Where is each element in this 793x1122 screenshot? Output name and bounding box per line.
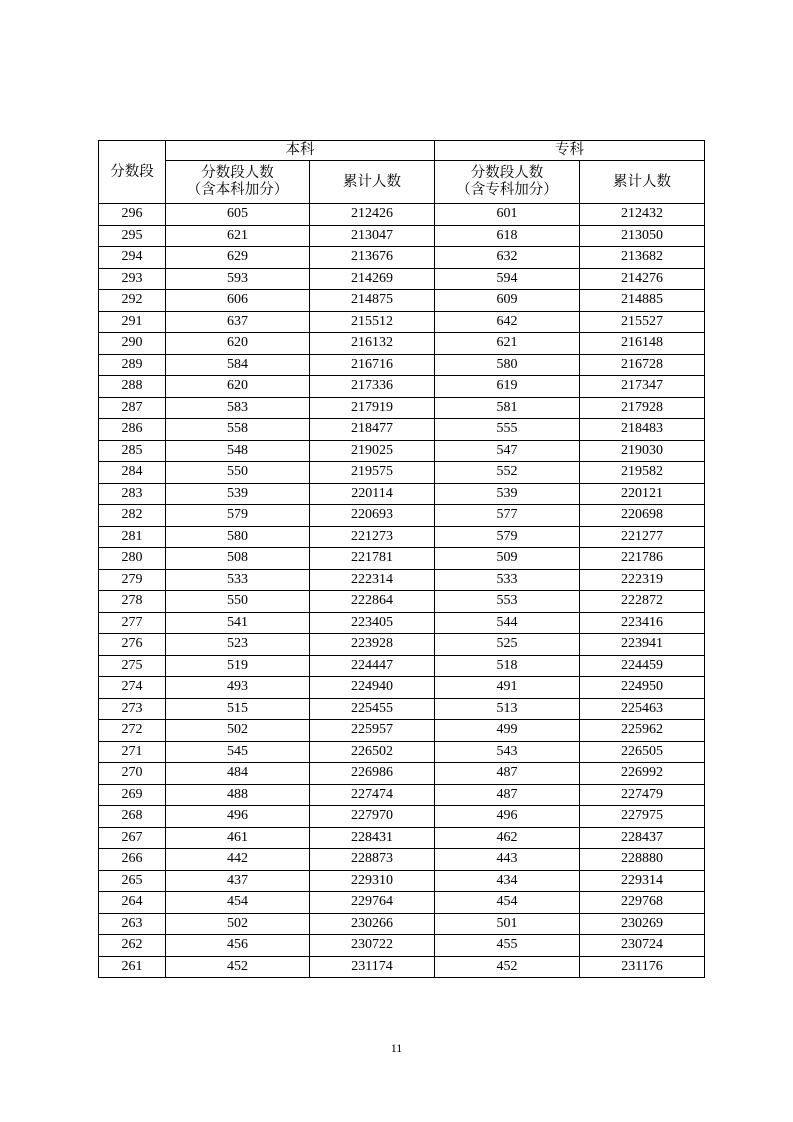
vocational-cumulative-cell: 228880 xyxy=(580,849,705,871)
table-row xyxy=(99,311,705,333)
score-cell: 293 xyxy=(99,268,166,290)
table-row xyxy=(99,204,705,226)
vocational-cumulative-cell: 216148 xyxy=(580,333,705,355)
vocational-count-cell: 547 xyxy=(435,440,580,462)
table-row xyxy=(99,677,705,699)
vocational-cumulative-cell: 227975 xyxy=(580,806,705,828)
vocational-count-cell: 518 xyxy=(435,655,580,677)
table-row xyxy=(99,870,705,892)
undergrad-count-cell: 452 xyxy=(166,956,310,978)
undergrad-count-cell: 488 xyxy=(166,784,310,806)
table-row xyxy=(99,526,705,548)
score-cell: 262 xyxy=(99,935,166,957)
undergrad-count-cell: 558 xyxy=(166,419,310,441)
table-row xyxy=(99,569,705,591)
vocational-count-cell: 552 xyxy=(435,462,580,484)
undergrad-count-cell: 584 xyxy=(166,354,310,376)
table-header xyxy=(99,141,705,204)
vocational-cumulative-cell: 222319 xyxy=(580,569,705,591)
undergrad-count-cell: 456 xyxy=(166,935,310,957)
score-cell: 267 xyxy=(99,827,166,849)
undergrad-cumulative-cell: 228431 xyxy=(310,827,435,849)
vocational-cumulative-header: 累计人数 xyxy=(580,161,705,204)
table-row xyxy=(99,268,705,290)
undergrad-count-cell: 502 xyxy=(166,913,310,935)
score-cell: 282 xyxy=(99,505,166,527)
score-cell: 266 xyxy=(99,849,166,871)
vocational-cumulative-cell: 223416 xyxy=(580,612,705,634)
undergrad-count-cell: 579 xyxy=(166,505,310,527)
undergrad-count-cell: 620 xyxy=(166,333,310,355)
vocational-count-cell: 462 xyxy=(435,827,580,849)
score-cell: 279 xyxy=(99,569,166,591)
vocational-count-cell: 491 xyxy=(435,677,580,699)
table-row xyxy=(99,827,705,849)
vocational-cumulative-cell: 230724 xyxy=(580,935,705,957)
table-row xyxy=(99,591,705,613)
score-cell: 295 xyxy=(99,225,166,247)
table-row xyxy=(99,741,705,763)
undergrad-cumulative-cell: 212426 xyxy=(310,204,435,226)
vocational-count-cell: 555 xyxy=(435,419,580,441)
vocational-count-cell: 594 xyxy=(435,268,580,290)
undergrad-cumulative-cell: 229310 xyxy=(310,870,435,892)
vocational-cumulative-cell: 214885 xyxy=(580,290,705,312)
vocational-count-cell: 533 xyxy=(435,569,580,591)
vocational-cumulative-cell: 214276 xyxy=(580,268,705,290)
vocational-cumulative-cell: 229768 xyxy=(580,892,705,914)
undergrad-cumulative-cell: 217919 xyxy=(310,397,435,419)
vocational-cumulative-cell: 231176 xyxy=(580,956,705,978)
score-cell: 294 xyxy=(99,247,166,269)
undergrad-cumulative-cell: 226502 xyxy=(310,741,435,763)
undergrad-cumulative-cell: 221273 xyxy=(310,526,435,548)
undergrad-count-cell: 493 xyxy=(166,677,310,699)
undergrad-count-cell: 515 xyxy=(166,698,310,720)
undergrad-cumulative-cell: 217336 xyxy=(310,376,435,398)
vocational-count-cell: 544 xyxy=(435,612,580,634)
page-number: 11 xyxy=(390,1041,403,1055)
score-cell: 280 xyxy=(99,548,166,570)
undergrad-count-cell: 548 xyxy=(166,440,310,462)
vocational-count-cell: 632 xyxy=(435,247,580,269)
table-row xyxy=(99,935,705,957)
score-cell: 281 xyxy=(99,526,166,548)
table-row xyxy=(99,698,705,720)
vocational-count-cell: 601 xyxy=(435,204,580,226)
undergrad-cumulative-cell: 230266 xyxy=(310,913,435,935)
vocational-count-header-line1: 分数段人数 xyxy=(470,165,544,182)
table-row xyxy=(99,376,705,398)
undergrad-count-header-line1: 分数段人数 xyxy=(201,165,274,182)
vocational-cumulative-cell: 221277 xyxy=(580,526,705,548)
score-cell: 264 xyxy=(99,892,166,914)
undergrad-cumulative-cell: 227474 xyxy=(310,784,435,806)
score-cell: 269 xyxy=(99,784,166,806)
table-row xyxy=(99,913,705,935)
score-cell: 268 xyxy=(99,806,166,828)
score-cell: 263 xyxy=(99,913,166,935)
undergrad-count-cell: 545 xyxy=(166,741,310,763)
undergrad-count-cell: 621 xyxy=(166,225,310,247)
undergrad-cumulative-cell: 214269 xyxy=(310,268,435,290)
undergrad-count-cell: 606 xyxy=(166,290,310,312)
undergrad-count-cell: 523 xyxy=(166,634,310,656)
undergrad-cumulative-cell: 220114 xyxy=(310,483,435,505)
vocational-cumulative-cell: 223941 xyxy=(580,634,705,656)
undergrad-cumulative-cell: 222314 xyxy=(310,569,435,591)
score-cell: 283 xyxy=(99,483,166,505)
vocational-count-cell: 581 xyxy=(435,397,580,419)
score-cell: 261 xyxy=(99,956,166,978)
undergrad-cumulative-cell: 213047 xyxy=(310,225,435,247)
undergrad-count-cell: 461 xyxy=(166,827,310,849)
table-row xyxy=(99,462,705,484)
undergrad-count-cell: 454 xyxy=(166,892,310,914)
undergrad-count-cell: 539 xyxy=(166,483,310,505)
score-cell: 285 xyxy=(99,440,166,462)
vocational-cumulative-cell: 224459 xyxy=(580,655,705,677)
vocational-count-cell: 496 xyxy=(435,806,580,828)
vocational-cumulative-cell: 212432 xyxy=(580,204,705,226)
vocational-cumulative-cell: 227479 xyxy=(580,784,705,806)
vocational-count-cell: 434 xyxy=(435,870,580,892)
vocational-count-cell: 621 xyxy=(435,333,580,355)
undergrad-count-cell: 637 xyxy=(166,311,310,333)
undergrad-count-cell: 496 xyxy=(166,806,310,828)
vocational-group-header: 专科 xyxy=(435,141,705,161)
score-cell: 278 xyxy=(99,591,166,613)
undergrad-cumulative-cell: 224447 xyxy=(310,655,435,677)
table-row xyxy=(99,634,705,656)
undergrad-count-cell: 502 xyxy=(166,720,310,742)
score-segment-header: 分数段 xyxy=(99,141,166,204)
vocational-cumulative-cell: 219582 xyxy=(580,462,705,484)
vocational-cumulative-cell: 228437 xyxy=(580,827,705,849)
undergrad-cumulative-cell: 223928 xyxy=(310,634,435,656)
vocational-cumulative-cell: 220121 xyxy=(580,483,705,505)
undergrad-count-cell: 605 xyxy=(166,204,310,226)
vocational-count-cell: 580 xyxy=(435,354,580,376)
undergrad-cumulative-cell: 226986 xyxy=(310,763,435,785)
vocational-cumulative-cell: 215527 xyxy=(580,311,705,333)
score-cell: 290 xyxy=(99,333,166,355)
vocational-cumulative-cell: 229314 xyxy=(580,870,705,892)
table-row xyxy=(99,548,705,570)
undergrad-group-header: 本科 xyxy=(166,141,435,161)
vocational-cumulative-cell: 216728 xyxy=(580,354,705,376)
vocational-count-cell: 619 xyxy=(435,376,580,398)
table-row xyxy=(99,440,705,462)
vocational-count-cell: 513 xyxy=(435,698,580,720)
score-cell: 286 xyxy=(99,419,166,441)
vocational-count-cell: 487 xyxy=(435,784,580,806)
vocational-cumulative-cell: 219030 xyxy=(580,440,705,462)
undergrad-cumulative-cell: 228873 xyxy=(310,849,435,871)
table-row xyxy=(99,720,705,742)
vocational-count-cell: 609 xyxy=(435,290,580,312)
undergrad-cumulative-cell: 220693 xyxy=(310,505,435,527)
undergrad-cumulative-cell: 214875 xyxy=(310,290,435,312)
undergrad-cumulative-cell: 222864 xyxy=(310,591,435,613)
table-row xyxy=(99,397,705,419)
table-row xyxy=(99,505,705,527)
table-row xyxy=(99,247,705,269)
vocational-cumulative-cell: 230269 xyxy=(580,913,705,935)
vocational-cumulative-cell: 226505 xyxy=(580,741,705,763)
header-row-1 xyxy=(99,141,705,161)
undergrad-count-cell: 533 xyxy=(166,569,310,591)
vocational-cumulative-cell: 221786 xyxy=(580,548,705,570)
undergrad-cumulative-cell: 218477 xyxy=(310,419,435,441)
score-distribution-table xyxy=(98,140,705,978)
table-row xyxy=(99,892,705,914)
vocational-count-cell: 579 xyxy=(435,526,580,548)
undergrad-count-cell: 541 xyxy=(166,612,310,634)
undergrad-count-cell: 519 xyxy=(166,655,310,677)
undergrad-count-cell: 593 xyxy=(166,268,310,290)
table-row xyxy=(99,612,705,634)
undergrad-count-cell: 437 xyxy=(166,870,310,892)
score-cell: 291 xyxy=(99,311,166,333)
table-row xyxy=(99,784,705,806)
score-cell: 277 xyxy=(99,612,166,634)
table-row xyxy=(99,655,705,677)
vocational-count-cell: 553 xyxy=(435,591,580,613)
table-body xyxy=(99,204,705,978)
undergrad-count-cell: 550 xyxy=(166,591,310,613)
vocational-count-cell: 525 xyxy=(435,634,580,656)
undergrad-count-header xyxy=(166,161,310,204)
vocational-count-cell: 454 xyxy=(435,892,580,914)
table-row xyxy=(99,225,705,247)
score-cell: 296 xyxy=(99,204,166,226)
vocational-cumulative-cell: 225463 xyxy=(580,698,705,720)
undergrad-count-cell: 620 xyxy=(166,376,310,398)
vocational-count-cell: 455 xyxy=(435,935,580,957)
table-row xyxy=(99,763,705,785)
undergrad-count-cell: 550 xyxy=(166,462,310,484)
undergrad-cumulative-cell: 216132 xyxy=(310,333,435,355)
undergrad-cumulative-cell: 225455 xyxy=(310,698,435,720)
vocational-count-cell: 618 xyxy=(435,225,580,247)
undergrad-count-cell: 583 xyxy=(166,397,310,419)
table-row xyxy=(99,849,705,871)
table-row xyxy=(99,354,705,376)
score-cell: 288 xyxy=(99,376,166,398)
undergrad-cumulative-cell: 230722 xyxy=(310,935,435,957)
undergrad-count-cell: 484 xyxy=(166,763,310,785)
undergrad-cumulative-cell: 219025 xyxy=(310,440,435,462)
table-row xyxy=(99,956,705,978)
undergrad-count-cell: 629 xyxy=(166,247,310,269)
score-cell: 284 xyxy=(99,462,166,484)
table-row xyxy=(99,806,705,828)
vocational-cumulative-cell: 222872 xyxy=(580,591,705,613)
undergrad-count-cell: 442 xyxy=(166,849,310,871)
vocational-count-cell: 452 xyxy=(435,956,580,978)
table-row xyxy=(99,419,705,441)
vocational-count-cell: 487 xyxy=(435,763,580,785)
vocational-cumulative-cell: 224950 xyxy=(580,677,705,699)
undergrad-cumulative-cell: 225957 xyxy=(310,720,435,742)
score-cell: 292 xyxy=(99,290,166,312)
score-cell: 275 xyxy=(99,655,166,677)
vocational-cumulative-cell: 218483 xyxy=(580,419,705,441)
vocational-count-cell: 499 xyxy=(435,720,580,742)
score-cell: 274 xyxy=(99,677,166,699)
vocational-cumulative-cell: 213682 xyxy=(580,247,705,269)
undergrad-cumulative-cell: 229764 xyxy=(310,892,435,914)
vocational-count-cell: 543 xyxy=(435,741,580,763)
undergrad-count-header-line2: （含本科加分） xyxy=(186,182,289,198)
undergrad-cumulative-header: 累计人数 xyxy=(310,161,435,204)
vocational-cumulative-cell: 226992 xyxy=(580,763,705,785)
vocational-count-cell: 539 xyxy=(435,483,580,505)
vocational-count-cell: 509 xyxy=(435,548,580,570)
table-row xyxy=(99,290,705,312)
score-cell: 271 xyxy=(99,741,166,763)
score-cell: 276 xyxy=(99,634,166,656)
undergrad-cumulative-cell: 215512 xyxy=(310,311,435,333)
vocational-count-cell: 443 xyxy=(435,849,580,871)
vocational-count-header xyxy=(435,161,580,204)
undergrad-cumulative-cell: 227970 xyxy=(310,806,435,828)
undergrad-count-cell: 508 xyxy=(166,548,310,570)
vocational-count-header-line2: （含专科加分） xyxy=(456,182,558,198)
vocational-count-cell: 642 xyxy=(435,311,580,333)
table-row xyxy=(99,333,705,355)
score-cell: 270 xyxy=(99,763,166,785)
vocational-cumulative-cell: 213050 xyxy=(580,225,705,247)
undergrad-cumulative-cell: 213676 xyxy=(310,247,435,269)
table-row xyxy=(99,483,705,505)
vocational-cumulative-cell: 220698 xyxy=(580,505,705,527)
vocational-cumulative-cell: 225962 xyxy=(580,720,705,742)
vocational-cumulative-cell: 217347 xyxy=(580,376,705,398)
vocational-count-cell: 501 xyxy=(435,913,580,935)
undergrad-cumulative-cell: 216716 xyxy=(310,354,435,376)
undergrad-cumulative-cell: 224940 xyxy=(310,677,435,699)
undergrad-cumulative-cell: 223405 xyxy=(310,612,435,634)
score-cell: 289 xyxy=(99,354,166,376)
score-cell: 272 xyxy=(99,720,166,742)
score-cell: 265 xyxy=(99,870,166,892)
vocational-count-cell: 577 xyxy=(435,505,580,527)
undergrad-cumulative-cell: 221781 xyxy=(310,548,435,570)
undergrad-count-cell: 580 xyxy=(166,526,310,548)
score-cell: 273 xyxy=(99,698,166,720)
undergrad-cumulative-cell: 231174 xyxy=(310,956,435,978)
score-cell: 287 xyxy=(99,397,166,419)
header-row-2 xyxy=(99,161,705,204)
undergrad-cumulative-cell: 219575 xyxy=(310,462,435,484)
vocational-cumulative-cell: 217928 xyxy=(580,397,705,419)
